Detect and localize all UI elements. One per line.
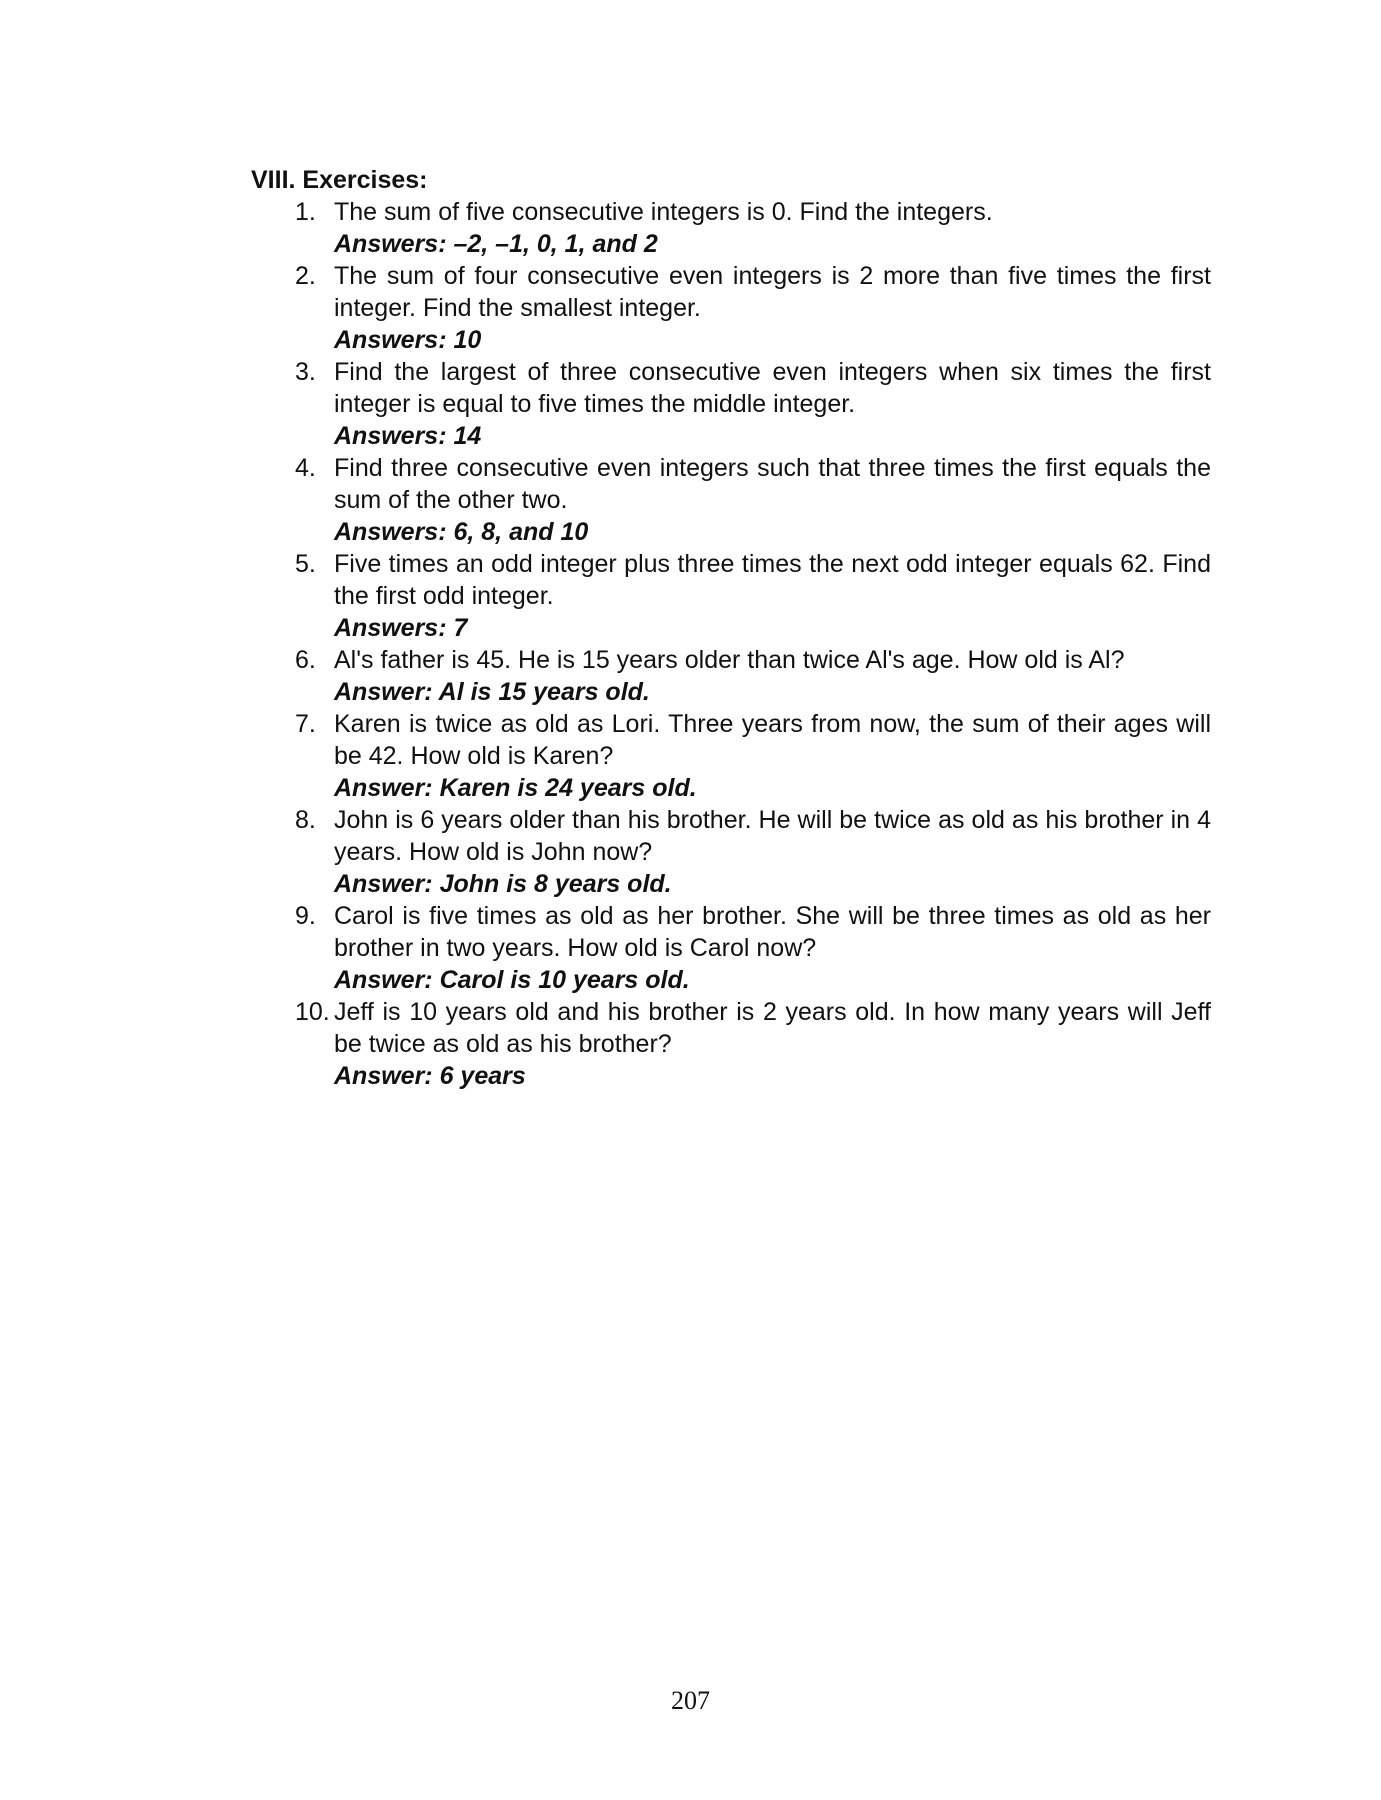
exercise-item bbox=[251, 548, 1211, 644]
exercise-number: 7. bbox=[295, 710, 316, 738]
exercise-item bbox=[251, 260, 1211, 356]
exercise-number: 9. bbox=[295, 902, 316, 930]
exercise-question: The sum of four consecutive even integers is 2 more than five times the first integer. Find the smallest integer. bbox=[334, 262, 1211, 322]
page-content bbox=[251, 164, 1211, 1092]
exercise-answer: Answer: 6 years bbox=[334, 1062, 526, 1090]
exercise-question: Carol is five times as old as her brother. She will be three times as old as her brother in two years. How old is Carol now? bbox=[334, 902, 1211, 962]
exercise-number: 2. bbox=[295, 262, 316, 290]
exercise-number: 3. bbox=[295, 358, 316, 386]
exercise-question: The sum of five consecutive integers is 0. Find the integers. bbox=[334, 198, 993, 226]
exercise-answer: Answers: 10 bbox=[334, 326, 482, 354]
exercise-answer: Answers: 6, 8, and 10 bbox=[334, 518, 589, 546]
exercise-number: 6. bbox=[295, 646, 316, 674]
exercise-question: Find three consecutive even integers such that three times the first equals the sum of the other two. bbox=[334, 454, 1211, 514]
exercise-question: Karen is twice as old as Lori. Three years from now, the sum of their ages will be 42. How old is Karen? bbox=[334, 710, 1211, 770]
exercise-number: 10. bbox=[295, 998, 330, 1026]
exercise-question: Jeff is 10 years old and his brother is 2 years old. In how many years will Jeff be twice as old as his brother? bbox=[334, 998, 1211, 1058]
exercise-question: John is 6 years older than his brother. He will be twice as old as his brother in 4 years. How old is John now? bbox=[334, 806, 1211, 866]
exercise-number: 8. bbox=[295, 806, 316, 834]
exercise-answer: Answer: Al is 15 years old. bbox=[334, 678, 650, 706]
exercise-answer: Answer: Carol is 10 years old. bbox=[334, 966, 690, 994]
exercise-list bbox=[251, 196, 1211, 1092]
exercise-question: Five times an odd integer plus three times the next odd integer equals 62. Find the first odd integer. bbox=[334, 550, 1211, 610]
exercise-item bbox=[251, 196, 1211, 260]
exercise-question: Al's father is 45. He is 15 years older than twice Al's age. How old is Al? bbox=[334, 646, 1125, 674]
exercise-item bbox=[251, 644, 1211, 708]
page-number: 207 bbox=[671, 1686, 710, 1715]
exercise-number: 4. bbox=[295, 454, 316, 482]
section-heading: VIII. Exercises: bbox=[251, 166, 428, 194]
exercise-answer: Answer: Karen is 24 years old. bbox=[334, 774, 697, 802]
exercise-number: 5. bbox=[295, 550, 316, 578]
exercise-answer: Answer: John is 8 years old. bbox=[334, 870, 672, 898]
exercise-item bbox=[251, 356, 1211, 452]
exercise-item bbox=[251, 804, 1211, 900]
exercise-item bbox=[251, 708, 1211, 804]
exercise-item bbox=[251, 996, 1211, 1092]
exercise-answer: Answers: –2, –1, 0, 1, and 2 bbox=[334, 230, 658, 258]
exercise-answer: Answers: 14 bbox=[334, 422, 482, 450]
exercise-question: Find the largest of three consecutive even integers when six times the first integer is equal to five times the middle integer. bbox=[334, 358, 1211, 418]
exercise-item bbox=[251, 900, 1211, 996]
exercise-number: 1. bbox=[295, 198, 316, 226]
exercise-item bbox=[251, 452, 1211, 548]
exercise-answer: Answers: 7 bbox=[334, 614, 468, 642]
